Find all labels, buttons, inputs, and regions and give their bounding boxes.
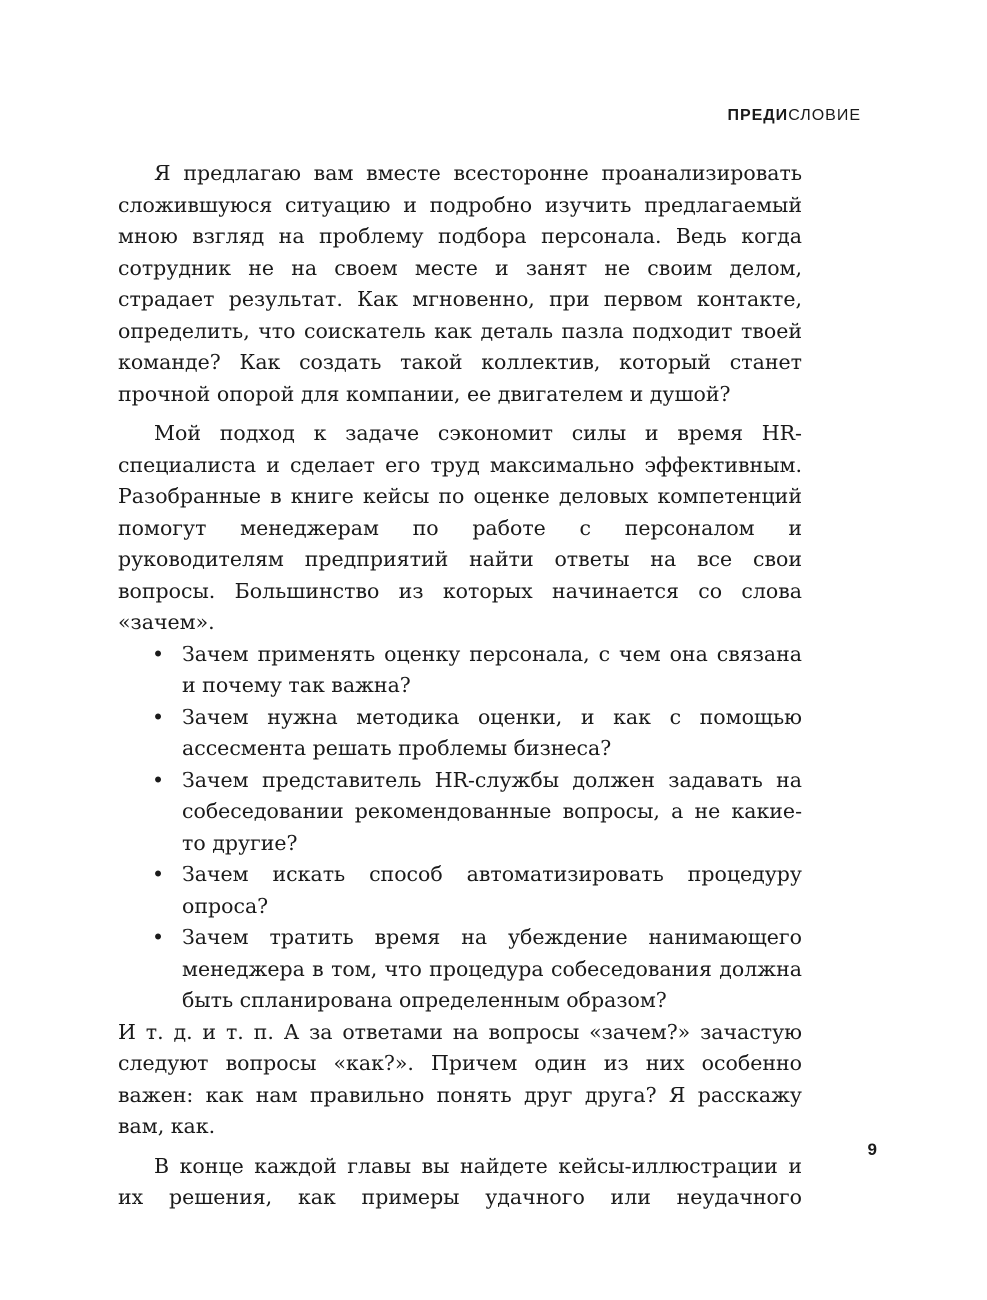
paragraph-cases: В конце каждой главы вы найдете кейсы-иллюстрации и их решения, как примеры удачного или неудачного: [118, 1153, 802, 1209]
bullet-marker: •: [152, 641, 165, 666]
running-head-bold: ПРЕДИ: [727, 107, 789, 124]
paragraph-approach: Мой подход к задаче сэкономит силы и время HR-специалиста и сделает его труд максимально эффективным. Разобранные в книге кейсы по оценке деловых компетенций помогут менеджерам по работе с персоналом и руководителям предприятий найти ответы на все свои вопросы. Большинство из которых начинается со слова «зачем».: [118, 421, 802, 634]
list-item: [118, 639, 802, 702]
running-head: [727, 107, 861, 125]
list-item-text: Зачем применять оценку персонала, с чем она связана и почему так важна?: [182, 641, 802, 697]
paragraph-etc: И т. д. и т. п. А за ответами на вопросы «зачем?» зачастую следуют вопросы «как?». Причем один из них особенно важен: как нам правильно понять друг друга? Я расскажу вам, как.: [118, 1019, 802, 1138]
question-list: [118, 639, 802, 1017]
paragraph-intro: Я предлагаю вам вместе всесторонне проанализировать сложившуюся ситуацию и подробно изучить предлагаемый мною взгляд на проблему подбора персонала. Ведь когда сотрудник не на своем месте и занят не своим делом, страдает результат. Как мгновенно, при первом контакте, определить, что соискатель как деталь пазла подходит твоей команде? Как создать такой коллектив, который станет прочной опорой для компании, ее двигателем и душой?: [118, 161, 802, 406]
list-item-text: Зачем нужна методика оценки, и как с помощью ассесмента решать проблемы бизнеса?: [182, 704, 802, 760]
bullet-marker: •: [152, 925, 165, 949]
list-item-text: Зачем представитель HR-службы должен задавать на собеседовании рекомендованные вопросы, а не какие-то другие?: [182, 767, 802, 855]
list-item: [118, 765, 802, 860]
page-number: 9: [867, 1140, 877, 1159]
list-item: [118, 922, 802, 1017]
bullet-marker: •: [152, 704, 165, 729]
running-head-light: СЛОВИЕ: [788, 107, 861, 124]
list-item: [118, 702, 802, 765]
list-item-text: Зачем искать способ автоматизировать процедуру опроса?: [182, 862, 802, 918]
list-item: [118, 859, 802, 922]
bullet-marker: •: [152, 862, 165, 886]
body-text: [118, 158, 802, 1214]
bullet-marker: •: [152, 767, 165, 792]
list-item-text: Зачем тратить время на убеждение нанимающего менеджера в том, что процедура собеседования должна быть спланирована определенным образом?: [182, 925, 802, 1012]
